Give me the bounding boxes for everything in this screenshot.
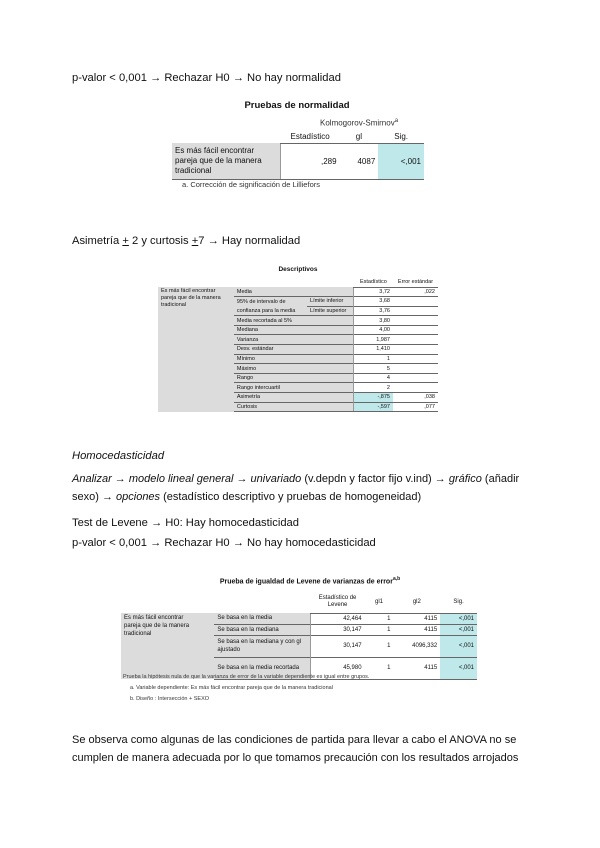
descriptives-se-value: ,038 [393, 393, 438, 403]
levene-gl1: 1 [365, 635, 394, 657]
descriptives-se-value [393, 373, 438, 383]
descriptives-stat-value: 3,80 [354, 316, 393, 326]
levene-gl1: 1 [387, 615, 391, 622]
levene-row-label: Es más fácil encontrar pareja que de la manera tradicional [121, 613, 214, 679]
descriptives-stat-value: 2 [354, 383, 393, 393]
levene-statistic: 45,980 [310, 657, 364, 679]
descriptives-stat-label: Rango [234, 373, 354, 383]
levene-title: Prueba de igualdad de Levene de varianzas de error$^{a,b}$ [219, 576, 401, 586]
levene-col-header: gl2 [393, 591, 440, 613]
descriptives-stat-label: Media recortada al 5% [234, 316, 354, 326]
descriptives-stat-value: 3,68 [354, 297, 393, 307]
descriptives-se-value [393, 325, 438, 335]
levene-gl2: 4115 [393, 624, 440, 635]
levene-gl2: 4115 [393, 657, 440, 679]
descriptives-se-value [393, 297, 438, 307]
levene-sig: <,001 [440, 657, 477, 679]
descriptives-stat-value: 3,76 [354, 306, 393, 316]
levene-row-basis: Se basa en la media recortada [214, 657, 310, 679]
levene-col-header: Estadístico de Levene [310, 591, 364, 613]
levene-statistic: 30,147 [310, 635, 364, 657]
descriptives-se-value [393, 335, 438, 345]
levene-row-basis: Se basa en la media [214, 613, 310, 624]
descriptives-stat-value: -,875 [354, 393, 393, 403]
normality-group-header: Kolmogorov-Smirnov$^a$ [320, 118, 399, 128]
levene-statistic: 42,464 [310, 613, 364, 624]
levene-test-line: Test de Levene → H0: Hay homocedasticidad [72, 517, 299, 529]
levene-row-basis: Se basa en la mediana y con gl ajustado [214, 635, 310, 657]
descriptives-stat-value: 4 [354, 373, 393, 383]
normality-col-header: gl [340, 130, 379, 143]
levene-sig: <,001 [440, 635, 477, 657]
descriptives-se-value [393, 354, 438, 364]
descriptives-se-value: ,022 [424, 288, 435, 295]
normality-statistic: ,289 [281, 143, 340, 179]
descriptives-stat-label: 95% de intervalo de [234, 297, 307, 307]
descriptives-stat-label: Mínimo [234, 354, 354, 364]
normality-footnote: a. Corrección de significación de Lilliefors [182, 180, 320, 189]
descriptives-stat-label: Rango intercuartil [234, 383, 354, 393]
descriptives-row-label: Es más fácil encontrar pareja que de la manera tradicional [158, 287, 234, 412]
normality-sig: <,001 [378, 143, 424, 179]
descriptives-stat-value: -,597 [354, 402, 393, 412]
descriptives-stat-value: 1,410 [354, 345, 393, 355]
descriptives-col-header: Error estándar [393, 278, 438, 287]
descriptives-se-value [393, 316, 438, 326]
conclusion-paragraph: Se observa como algunas de las condiciones de partida para llevar a cabo el ANOVA no se cumplen de manera adecuada por lo que tomamos precaución con los resultados arrojados [72, 734, 519, 764]
homocedasticity-steps: Analizar → modelo lineal general → univariado (v.depdn y factor fijo v.ind) → gráfico (añadir sexo) → opciones (estadístico descriptivo y pruebas de homogeneidad) [72, 473, 520, 503]
levene-note: b. Diseño : Intersección + SEXO [130, 696, 210, 702]
descriptives-col-header: Estadístico [354, 278, 393, 287]
descriptives-se-value [393, 364, 438, 374]
descriptives-stat-value: 3,72 [354, 287, 393, 297]
descriptives-se-value [393, 383, 438, 393]
normality-result-line: p-valor < 0,001 → Rechazar H0 → No hay normalidad [72, 72, 341, 84]
descriptives-stat-value: 1 [354, 354, 393, 364]
levene-gl1: 1 [365, 657, 394, 679]
levene-gl1: 1 [365, 624, 394, 635]
descriptives-stat-label: Mediana [234, 325, 354, 335]
levene-result-line: p-valor < 0,001 → Rechazar H0 → No hay homocedasticidad [72, 537, 376, 549]
levene-statistic: 30,147 [310, 624, 364, 635]
descriptives-stat-label: Máximo [234, 364, 354, 374]
homocedasticity-heading: Homocedasticidad [72, 450, 165, 462]
levene-col-header: Sig. [440, 591, 477, 613]
descriptives-stat-value: 1,987 [354, 335, 393, 345]
descriptives-stat-label: Varianza [234, 335, 354, 345]
levene-row-basis: Se basa en la mediana [214, 624, 310, 635]
descriptives-stat-value: 4,00 [354, 325, 393, 335]
levene-gl2: 4115 [424, 615, 438, 622]
descriptives-stat-label: Media [234, 287, 354, 297]
levene-gl2: 4096,332 [393, 635, 440, 657]
levene-col-header: gl1 [365, 591, 394, 613]
descriptives-stat-label: Desv. estándar [234, 345, 354, 355]
levene-note: a. Variable dependiente: Es más fácil encontrar pareja que de la manera tradicional [130, 685, 333, 691]
normality-table-title: Pruebas de normalidad [244, 100, 350, 111]
descriptives-stat-sublabel: Límite inferior [307, 297, 354, 307]
descriptives-stat-sublabel: Límite superior [307, 306, 354, 316]
descriptives-stat-label: confianza para la media [234, 306, 307, 316]
descriptives-stat-value: 5 [354, 364, 393, 374]
descriptives-title: Descriptivos [278, 266, 318, 273]
normality-row-label: Es más fácil encontrar pareja que de la manera tradicional [172, 143, 281, 179]
normality-gl: 4087 [340, 143, 379, 179]
normality-col-header: Estadístico [281, 130, 340, 143]
normality-col-header: Sig. [378, 130, 424, 143]
levene-sig: <,001 [440, 624, 477, 635]
descriptives-se-value [393, 306, 438, 316]
descriptives-se-value [393, 345, 438, 355]
descriptives-stat-label: Curtosis [234, 402, 354, 412]
levene-sig: <,001 [440, 613, 477, 624]
descriptives-stat-label: Asimetría [234, 393, 354, 403]
asymmetry-line: Asimetría + 2 y curtosis +7 → Hay normalidad [72, 235, 301, 247]
levene-note: Prueba la hipótesis nula de que la varianza de error de la variable dependiente es igual entre grupos. [123, 674, 370, 680]
descriptives-se-value: ,077 [393, 402, 438, 412]
